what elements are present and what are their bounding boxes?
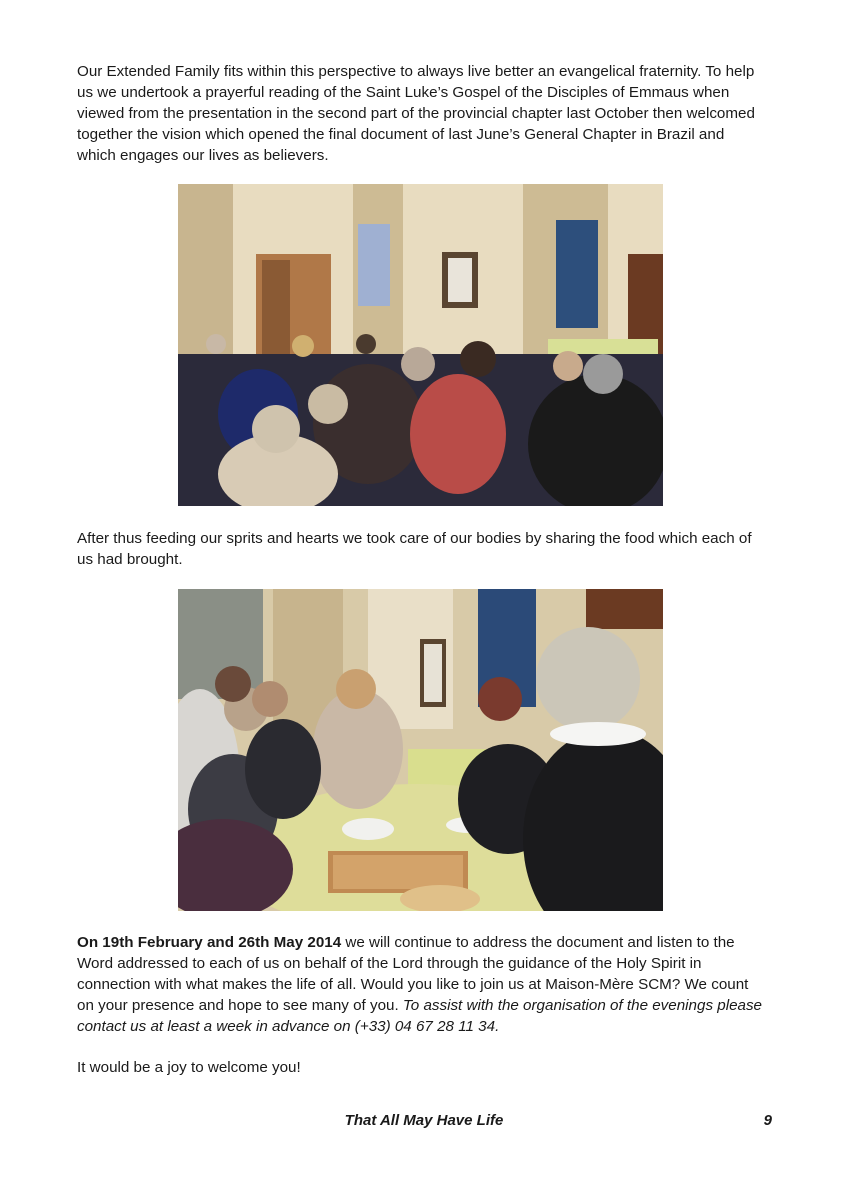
upcoming-dates-paragraph [77,932,767,1037]
food-sharing-paragraph: After thus feeding our sprits and hearts we took care of our bodies by sharing the food which each of us had brought. [77,530,752,568]
food-sharing-photo [178,589,663,911]
intro-paragraph: Our Extended Family fits within this perspective to always live better an evangelical fraternity. To help us we undertook a prayerful reading of the Saint Luke’s Gospel of the Disciples of Emmaus when viewed from the presentation in the second part of the provincial chapter last October then welcomed together the vision which opened the final document of last June’s General Chapter in Brazil and which engages our lives as believers. [77,63,755,164]
group-meeting-photo [178,184,663,506]
contact-note: To assist with the organisation of the evenings please contact us at least a week in advance on (+33) 04 67 28 11 34. [77,997,763,1035]
closing-paragraph: It would be a joy to welcome you! [77,1059,301,1076]
invitation-text: we will continue to address the document and listen to the Word addressed to each of us on behalf of the Lord through the guidance of the Holy Spirit in connection with what makes the life of all. Would you like to join us at Maison-Mère SCM? We count on your presence and hope to see many of you. [77,934,749,1014]
footer-title: That All May Have Life [344,1112,504,1129]
page-number: 9 [763,1112,772,1129]
meeting-dates: On 19th February and 26th May 2014 [77,934,342,951]
